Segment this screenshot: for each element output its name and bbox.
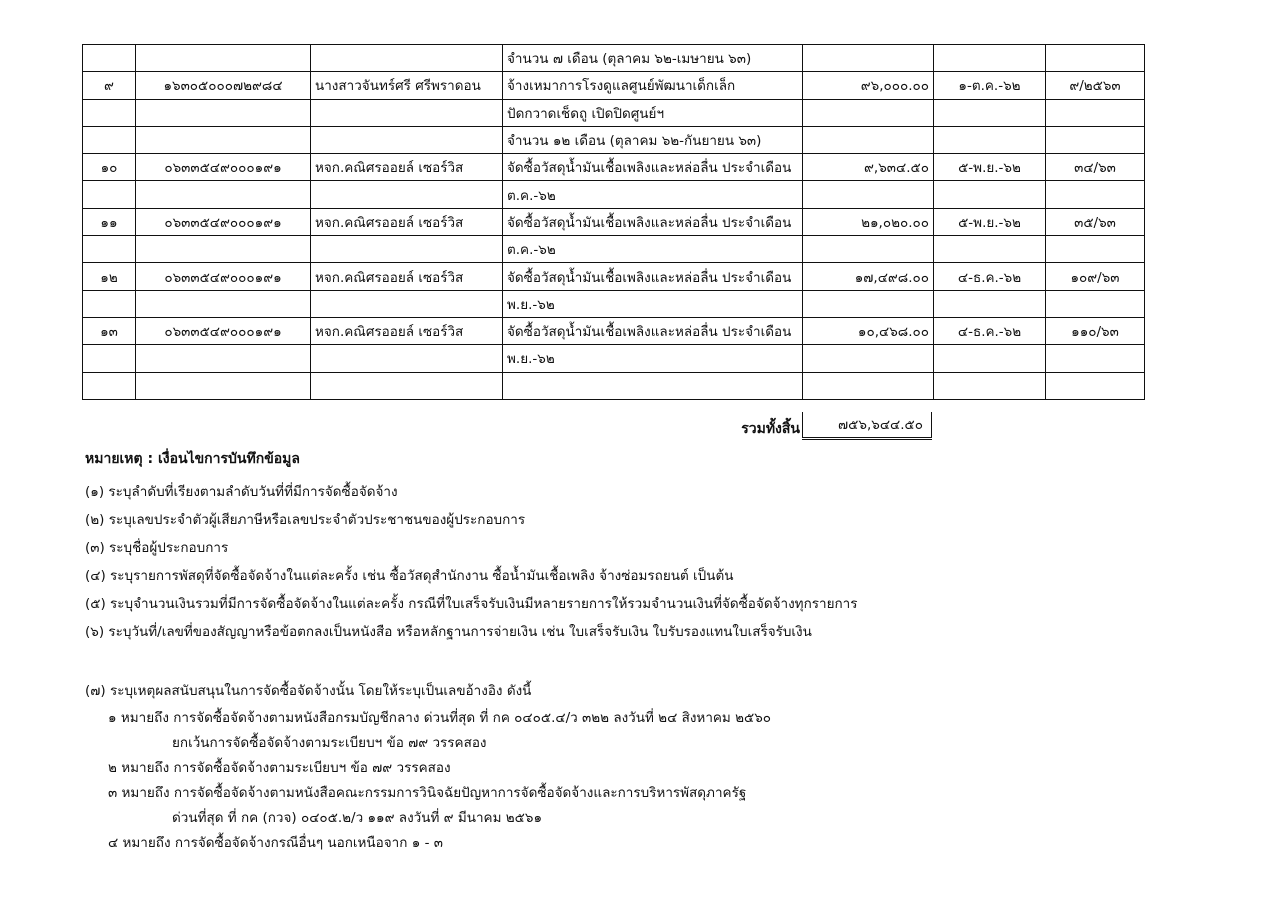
contract-number-cell: ๑๑๐/๖๓ [1046,317,1145,344]
vendor-name-cell [311,126,503,153]
tax-id-cell: ๐๖๓๓๕๔๙๐๐๐๑๙๑ [136,317,311,344]
amount-cell [803,236,934,263]
contract-number-cell [1046,181,1145,208]
contract-number-cell [1046,99,1145,126]
notes-title: หมายเหตุ : เงื่อนไขการบันทึกข้อมูล [85,451,300,467]
vendor-name-cell: หจก.คณิศรออยล์ เซอร์วิส [311,208,503,235]
tax-id-cell: ๐๖๓๓๕๔๙๐๐๐๑๙๑ [136,263,311,290]
date-cell [934,45,1046,72]
amount-cell: ๑๐,๔๖๘.๐๐ [803,317,934,344]
row-number-cell [83,290,136,317]
table-row [83,372,1145,399]
table-row [83,208,1145,235]
tax-id-cell [136,290,311,317]
vendor-name-cell [311,290,503,317]
item-description-cell: ต.ค.-๖๒ [503,236,803,263]
date-cell: ๔-ธ.ค.-๖๒ [934,263,1046,290]
date-cell: ๕-พ.ย.-๖๒ [934,154,1046,181]
amount-cell [803,181,934,208]
amount-cell: ๙๖,๐๐๐.๐๐ [803,72,934,99]
reference-1: ๑ หมายถึง การจัดซื้อจัดจ้างตามหนังสือกรมบัญชีกลาง ด่วนที่สุด ที่ กค ๐๔๐๕.๔/ว ๓๒๒ ลงวันที่ ๒๔ สิงหาคม ๒๕๖๐ [108,710,772,726]
tax-id-cell [136,126,311,153]
table-row [83,263,1145,290]
amount-cell [803,126,934,153]
table-row [83,345,1145,372]
contract-number-cell: ๑๐๙/๖๓ [1046,263,1145,290]
row-number-cell [83,45,136,72]
item-description-cell: จัดซื้อวัสดุน้ำมันเชื้อเพลิงและหล่อลื่น ประจำเดือน [503,263,803,290]
row-number-cell [83,372,136,399]
row-number-cell [83,236,136,263]
vendor-name-cell: นางสาวจันทร์ศรี ศรีพราดอน [311,72,503,99]
item-description-cell: ต.ค.-๖๒ [503,181,803,208]
row-number-cell: ๑๑ [83,208,136,235]
reference-3: ๓ หมายถึง การจัดซื้อจัดจ้างตามหนังสือคณะกรรมการวินิจฉัยปัญหาการจัดซื้อจัดจ้างและการบริหารพัสดุภาครัฐ [108,785,747,801]
contract-number-cell [1046,236,1145,263]
row-number-cell [83,99,136,126]
amount-cell [803,345,934,372]
note-item: (๖) ระบุวันที่/เลขที่ของสัญญาหรือข้อตกลงเป็นหนังสือ หรือหลักฐานการจ่ายเงิน เช่น ใบเสร็จรับเงิน ใบรับรองแทนใบเสร็จรับเงิน [85,624,812,640]
vendor-name-cell [311,181,503,208]
note-item: (๓) ระบุชื่อผู้ประกอบการ [85,540,229,556]
tax-id-cell [136,45,311,72]
tax-id-cell: ๑๖๓๐๕๐๐๐๗๒๙๘๔ [136,72,311,99]
note-item: (๔) ระบุรายการพัสดุที่จัดซื้อจัดจ้างในแต่ละครั้ง เช่น ซื้อวัสดุสำนักงาน ซื้อน้ำมันเชื้อเพลิง จ้างซ่อมรถยนต์ เป็นต้น [85,568,734,584]
item-description-cell: จัดซื้อวัสดุน้ำมันเชื้อเพลิงและหล่อลื่น ประจำเดือน [503,317,803,344]
item-description-cell: จ้างเหมาการโรงดูแลศูนย์พัฒนาเด็กเล็ก [503,72,803,99]
table-row [83,236,1145,263]
reference-3-detail: ด่วนที่สุด ที่ กค (กวจ) ๐๔๐๕.๒/ว ๑๑๙ ลงวันที่ ๙ มีนาคม ๒๕๖๑ [172,810,543,826]
row-number-cell: ๙ [83,72,136,99]
row-number-cell [83,181,136,208]
row-number-cell [83,126,136,153]
table-row [83,45,1145,72]
date-cell [934,181,1046,208]
contract-number-cell [1046,126,1145,153]
contract-number-cell [1046,372,1145,399]
tax-id-cell [136,372,311,399]
date-cell [934,290,1046,317]
contract-number-cell: ๓๔/๖๓ [1046,154,1145,181]
note-item: (๒) ระบุเลขประจำตัวผู้เสียภาษีหรือเลขประจำตัวประชาชนของผู้ประกอบการ [85,512,526,528]
tax-id-cell [136,181,311,208]
grand-total-amount: ๗๕๖,๖๔๔.๕๐ [802,412,932,438]
contract-number-cell [1046,345,1145,372]
tax-id-cell: ๐๖๓๓๕๔๙๐๐๐๑๙๑ [136,208,311,235]
date-cell [934,345,1046,372]
vendor-name-cell: หจก.คณิศรออยล์ เซอร์วิส [311,317,503,344]
item-description-cell: จัดซื้อวัสดุน้ำมันเชื้อเพลิงและหล่อลื่น ประจำเดือน [503,208,803,235]
table-row [83,154,1145,181]
item-description-cell: ปัดกวาดเช็ดถู เปิดปิดศูนย์ฯ [503,99,803,126]
row-number-cell: ๑๐ [83,154,136,181]
vendor-name-cell [311,99,503,126]
reference-1-detail: ยกเว้นการจัดซื้อจัดจ้างตามระเบียบฯ ข้อ ๗๙ วรรคสอง [172,735,487,751]
grand-total-label: รวมทั้งสิ้น [741,421,800,437]
procurement-table [82,44,1145,400]
row-number-cell: ๑๓ [83,317,136,344]
reference-2: ๒ หมายถึง การจัดซื้อจัดจ้างตามระเบียบฯ ข้อ ๗๙ วรรคสอง [108,760,451,776]
item-description-cell: พ.ย.-๖๒ [503,290,803,317]
item-description-cell: จัดซื้อวัสดุน้ำมันเชื้อเพลิงและหล่อลื่น ประจำเดือน [503,154,803,181]
date-cell [934,99,1046,126]
vendor-name-cell [311,372,503,399]
reference-4: ๔ หมายถึง การจัดซื้อจัดจ้างกรณีอื่นๆ นอกเหนือจาก ๑ - ๓ [108,835,443,851]
tax-id-cell [136,345,311,372]
amount-cell: ๙,๖๓๔.๕๐ [803,154,934,181]
contract-number-cell [1046,290,1145,317]
amount-cell [803,290,934,317]
amount-cell: ๒๑,๐๒๐.๐๐ [803,208,934,235]
table-row [83,181,1145,208]
date-cell [934,126,1046,153]
date-cell: ๕-พ.ย.-๖๒ [934,208,1046,235]
item-description-cell: จำนวน ๗ เดือน (ตุลาคม ๖๒-เมษายน ๖๓) [503,45,803,72]
table-row [83,126,1145,153]
contract-number-cell: ๙/๒๕๖๓ [1046,72,1145,99]
note-item-7: (๗) ระบุเหตุผลสนับสนุนในการจัดซื้อจัดจ้างนั้น โดยให้ระบุเป็นเลขอ้างอิง ดังนี้ [85,683,532,699]
note-item: (๑) ระบุลำดับที่เรียงตามลำดับวันที่ที่มีการจัดซื้อจัดจ้าง [85,484,398,500]
table-row [83,290,1145,317]
amount-cell [803,372,934,399]
grand-total-double-underline [802,437,932,440]
amount-cell [803,99,934,126]
date-cell [934,236,1046,263]
item-description-cell: จำนวน ๑๒ เดือน (ตุลาคม ๖๒-กันยายน ๖๓) [503,126,803,153]
tax-id-cell: ๐๖๓๓๕๔๙๐๐๐๑๙๑ [136,154,311,181]
tax-id-cell [136,236,311,263]
vendor-name-cell: หจก.คณิศรออยล์ เซอร์วิส [311,154,503,181]
table-row [83,317,1145,344]
vendor-name-cell: หจก.คณิศรออยล์ เซอร์วิส [311,263,503,290]
vendor-name-cell [311,345,503,372]
date-cell: ๑-ต.ค.-๖๒ [934,72,1046,99]
note-item: (๕) ระบุจำนวนเงินรวมที่มีการจัดซื้อจัดจ้างในแต่ละครั้ง กรณีที่ใบเสร็จรับเงินมีหลายรายการให้รวมจำนวนเงินที่จัดซื้อจัดจ้างทุกรายการ [85,596,858,612]
contract-number-cell: ๓๕/๖๓ [1046,208,1145,235]
date-cell: ๔-ธ.ค.-๖๒ [934,317,1046,344]
vendor-name-cell [311,45,503,72]
table-row [83,72,1145,99]
date-cell [934,372,1046,399]
vendor-name-cell [311,236,503,263]
contract-number-cell [1046,45,1145,72]
item-description-cell [503,372,803,399]
tax-id-cell [136,99,311,126]
amount-cell [803,45,934,72]
item-description-cell: พ.ย.-๖๒ [503,345,803,372]
table-row [83,99,1145,126]
row-number-cell [83,345,136,372]
amount-cell: ๑๗,๔๙๘.๐๐ [803,263,934,290]
row-number-cell: ๑๒ [83,263,136,290]
